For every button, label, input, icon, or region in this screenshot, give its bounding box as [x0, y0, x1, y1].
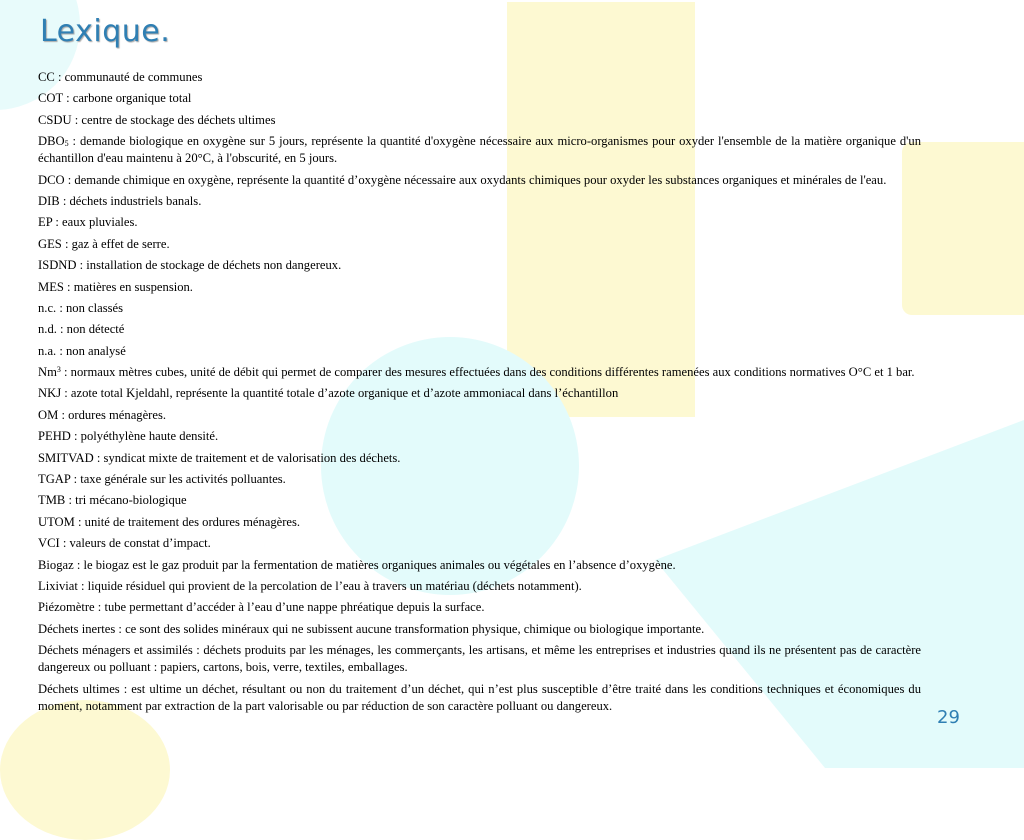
glossary-text: Lixiviat : liquide résiduel qui provient de la percolation de l’eau à travers un matériau (déchets notamment). [38, 578, 582, 593]
glossary-entry [38, 557, 921, 574]
glossary-entry [38, 450, 921, 467]
glossary-text: PEHD : polyéthylène haute densité. [38, 429, 219, 444]
glossary-text: : normaux mètres cubes, unité de débit qui permet de comparer des mesures effectuées dans des conditions différentes ramenées aux conditions normatives O°C et 1 bar. [60, 365, 915, 380]
glossary-entry [38, 321, 921, 338]
glossary-entry [38, 535, 921, 552]
glossary-text: COT : carbone organique total [38, 91, 192, 106]
glossary-text: CC : communauté de communes [38, 70, 203, 84]
glossary-entry [38, 428, 921, 445]
glossary-entry [38, 133, 921, 167]
glossary-entry [38, 90, 921, 107]
glossary-text: Biogaz : le biogaz est le gaz produit par la fermentation de matières organiques animales ou végétales en l’absence d’oxygène. [38, 557, 676, 572]
glossary-entry [38, 364, 921, 381]
glossary-entry [38, 172, 921, 189]
glossary-entry [38, 471, 921, 488]
glossary-entry [38, 69, 921, 86]
glossary-list [38, 69, 921, 719]
glossary-text: n.c. : non classés [38, 300, 123, 315]
glossary-text: n.a. : non analysé [38, 343, 126, 358]
glossary-text: : demande biologique en oxygène sur 5 jours, représente la quantité d'oxygène nécessaire aux micro-organismes pour oxyder l'ensemble de la matière organique d'un échantillon d'eau maintenu à 20°C, à l'obscurité, en 5 jours. [38, 134, 921, 166]
glossary-entry [38, 642, 921, 676]
glossary-entry [38, 681, 921, 715]
glossary-entry [38, 112, 921, 129]
glossary-entry [38, 599, 921, 616]
background-yellow-circle-bottomleft [0, 700, 170, 840]
glossary-entry [38, 300, 921, 317]
glossary-text: Déchets ultimes : est ultime un déchet, résultant ou non du traitement d’un déchet, qui n’est plus susceptible d’être traité dans les conditions techniques et économiques du moment, notamment par extraction de la part valorisable ou par réduction de son caractère polluant ou dangereux. [38, 681, 921, 713]
glossary-text: GES : gaz à effet de serre. [38, 236, 170, 251]
page-title: Lexique. [40, 14, 171, 49]
subscript: 5 [64, 139, 69, 149]
glossary-text: DIB : déchets industriels banals. [38, 193, 202, 208]
superscript: 3 [56, 365, 61, 375]
glossary-text: CSDU : centre de stockage des déchets ultimes [38, 112, 276, 127]
glossary-text: Déchets inertes : ce sont des solides minéraux qui ne subissent aucune transformation physique, chimique ou biologique importante. [38, 621, 705, 636]
glossary-text: TMB : tri mécano-biologique [38, 493, 187, 508]
glossary-text: Déchets ménagers et assimilés : déchets produits par les ménages, les commerçants, les artisans, et même les entreprises et industries quand ils ne présentent pas de caractère dangereux ou polluant : papiers, cartons, bois, verre, textiles, emballages. [38, 643, 921, 675]
glossary-text: VCI : valeurs de constat d’impact. [38, 536, 211, 551]
glossary-text: EP : eaux pluviales. [38, 215, 138, 230]
glossary-entry [38, 343, 921, 360]
glossary-entry [38, 621, 921, 638]
glossary-entry [38, 578, 921, 595]
glossary-text: SMITVAD : syndicat mixte de traitement et de valorisation des déchets. [38, 450, 401, 465]
glossary-term: Nm [38, 365, 57, 380]
page-number: 29 [937, 707, 960, 728]
glossary-entry [38, 407, 921, 424]
glossary-text: ISDND : installation de stockage de déchets non dangereux. [38, 258, 342, 273]
glossary-text: NKJ : azote total Kjeldahl, représente la quantité totale d’azote organique et d’azote ammoniacal dans l’échantillon [38, 386, 619, 401]
glossary-entry [38, 492, 921, 509]
glossary-entry [38, 279, 921, 296]
glossary-text: Piézomètre : tube permettant d’accéder à l’eau d’une nappe phréatique depuis la surface. [38, 600, 485, 615]
glossary-text: UTOM : unité de traitement des ordures ménagères. [38, 514, 301, 529]
glossary-entry [38, 214, 921, 231]
glossary-entry [38, 385, 921, 402]
glossary-text: n.d. : non détecté [38, 322, 125, 337]
glossary-term: DBO [38, 134, 65, 149]
glossary-entry [38, 257, 921, 274]
glossary-text: TGAP : taxe générale sur les activités polluantes. [38, 472, 286, 487]
glossary-text: OM : ordures ménagères. [38, 407, 166, 422]
glossary-entry [38, 514, 921, 531]
glossary-text: MES : matières en suspension. [38, 279, 193, 294]
glossary-entry [38, 236, 921, 253]
glossary-text: DCO : demande chimique en oxygène, représente la quantité d’oxygène nécessaire aux oxydants chimiques pour oxyder les substances organiques et minérales de l'eau. [38, 172, 887, 187]
glossary-entry [38, 193, 921, 210]
